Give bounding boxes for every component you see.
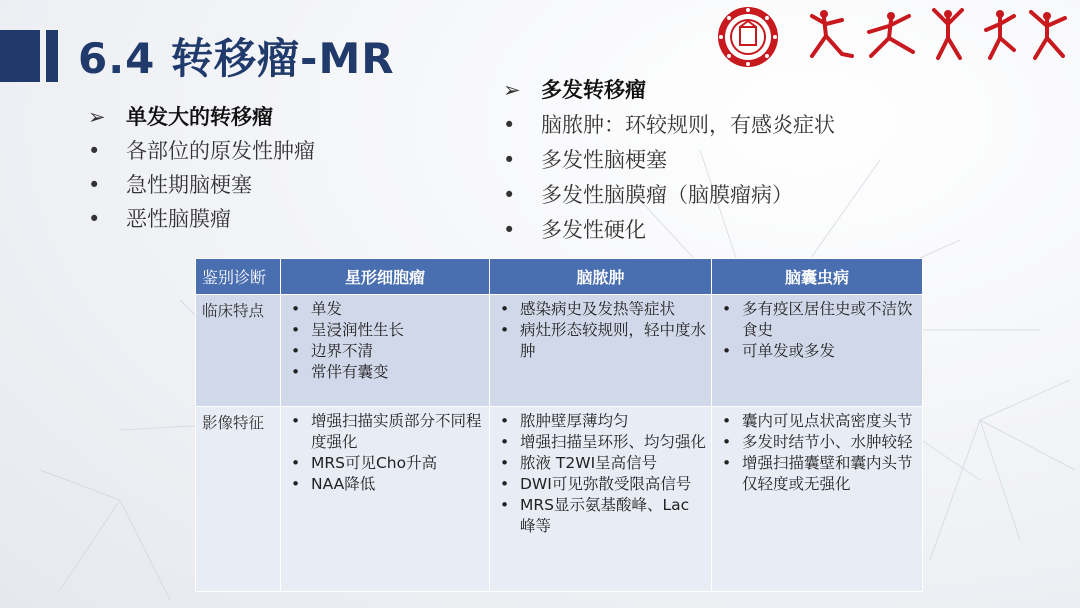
- table-cell: [281, 295, 490, 407]
- bullet-icon: •: [291, 475, 301, 493]
- list-item: • 各部位的原发性肿瘤: [88, 134, 315, 168]
- list-item: [716, 299, 918, 341]
- bullet-icon: •: [88, 173, 101, 197]
- title-accent-bar: [0, 30, 40, 82]
- list-item: • 多发性硬化: [503, 213, 835, 248]
- bullet-icon: •: [500, 475, 510, 493]
- table-cell: [281, 407, 490, 592]
- bullet-icon: •: [722, 412, 732, 430]
- cell-bullet-list: [716, 299, 918, 362]
- bullet-icon: •: [500, 496, 510, 514]
- cell-bullet-list: [494, 411, 707, 537]
- list-item: • 急性期脑梗塞: [88, 168, 315, 202]
- cell-text: DWI可见弥散受限高信号: [520, 475, 692, 493]
- bullet-icon: •: [503, 183, 516, 207]
- single-metastasis-list: [88, 100, 315, 236]
- table-header-cell: 鉴别诊断: [196, 259, 281, 295]
- cell-text: 多有疫区居住史或不洁饮食史: [742, 300, 913, 339]
- bullet-icon: •: [88, 207, 101, 231]
- cell-text: 单发: [311, 300, 343, 318]
- bullet-icon: •: [291, 321, 301, 339]
- table-header-cell: 星形细胞瘤: [281, 259, 490, 295]
- row-label: 影像特征: [196, 407, 281, 592]
- bullet-icon: •: [722, 433, 732, 451]
- cell-text: 感染病史及发热等症状: [520, 300, 676, 318]
- row-label: 临床特点: [196, 295, 281, 407]
- list-item: [285, 411, 485, 453]
- institution-logo: [704, 2, 1080, 72]
- list-item: [494, 432, 707, 453]
- list-item: [285, 362, 485, 383]
- list-item: [494, 299, 707, 320]
- list-item: • 恶性脑膜瘤: [88, 202, 315, 236]
- cell-text: 多发时结节小、水肿较轻: [742, 433, 913, 451]
- table-header-cell: 脑脓肿: [490, 259, 712, 295]
- table-cell: [712, 295, 923, 407]
- cell-text: 脓液 T2WI呈高信号: [520, 454, 658, 472]
- bullet-icon: •: [291, 300, 301, 318]
- title-accent-bar-thin: [46, 30, 58, 82]
- list-heading: ➢ 单发大的转移瘤: [88, 100, 315, 134]
- cell-text: 可单发或多发: [742, 342, 836, 360]
- table-cell: [712, 407, 923, 592]
- cell-bullet-list: [285, 411, 485, 495]
- bullet-icon: •: [500, 412, 510, 430]
- seal-icon: [718, 7, 778, 67]
- bullet-icon: •: [722, 300, 732, 318]
- table-cell: [490, 407, 712, 592]
- table-cell: [490, 295, 712, 407]
- table-header-cell: 脑囊虫病: [712, 259, 923, 295]
- bullet-icon: •: [503, 218, 516, 242]
- list-item: [716, 432, 918, 453]
- cell-text: NAA降低: [311, 475, 376, 493]
- list-item: [285, 341, 485, 362]
- arrow-bullet-icon: ➢: [88, 105, 106, 129]
- list-item: [494, 453, 707, 474]
- bullet-icon: •: [500, 300, 510, 318]
- list-item: [494, 411, 707, 432]
- list-item: [285, 299, 485, 320]
- table-row: [196, 295, 923, 407]
- bullet-icon: •: [291, 454, 301, 472]
- list-item: [285, 320, 485, 341]
- list-item: [716, 453, 918, 495]
- bullet-icon: •: [88, 139, 101, 163]
- cell-bullet-list: [285, 299, 485, 383]
- cell-bullet-list: [716, 411, 918, 495]
- table-header-row: [196, 259, 923, 295]
- bullet-icon: •: [503, 148, 516, 172]
- cell-text: 囊内可见点状高密度头节: [742, 412, 913, 430]
- multiple-metastasis-list: [503, 73, 835, 248]
- list-item: [285, 474, 485, 495]
- cell-text: 增强扫描实质部分不同程度强化: [311, 412, 482, 451]
- list-heading: ➢ 多发转移瘤: [503, 73, 835, 108]
- cell-text: 呈浸润性生长: [311, 321, 405, 339]
- bullet-icon: •: [291, 412, 301, 430]
- table-row: [196, 407, 923, 592]
- cell-text: 边界不清: [311, 342, 374, 360]
- list-item: • 多发性脑梗塞: [503, 143, 835, 178]
- list-item: [494, 495, 707, 537]
- list-item: • 脑脓肿：环较规则，有感炎症状: [503, 108, 835, 143]
- list-item: [494, 320, 707, 362]
- bullet-icon: •: [500, 454, 510, 472]
- cell-text: 常伴有囊变: [311, 363, 389, 381]
- arrow-bullet-icon: ➢: [503, 78, 521, 102]
- bullet-icon: •: [291, 363, 301, 381]
- list-item: [716, 411, 918, 432]
- cell-text: 增强扫描呈环形、均匀强化: [520, 433, 707, 451]
- bullet-icon: •: [291, 342, 301, 360]
- cell-text: MRS可见Cho升高: [311, 454, 438, 472]
- bullet-icon: •: [500, 321, 510, 339]
- bullet-icon: •: [500, 433, 510, 451]
- list-item: • 多发性脑膜瘤（脑膜瘤病）: [503, 178, 835, 213]
- page-title: 6.4 转移瘤-MR: [78, 34, 395, 83]
- dancing-figures-icon: [812, 10, 1065, 58]
- list-item: [494, 474, 707, 495]
- bullet-icon: •: [722, 454, 732, 472]
- differential-diagnosis-table: [195, 258, 923, 592]
- cell-text: MRS显示氨基酸峰、Lac 峰等: [520, 496, 690, 535]
- list-item: [716, 341, 918, 362]
- cell-text: 增强扫描囊壁和囊内头节仅轻度或无强化: [742, 454, 913, 493]
- cell-text: 病灶形态较规则，轻中度水肿: [520, 321, 707, 360]
- cell-text: 脓肿壁厚薄均匀: [520, 412, 629, 430]
- cell-bullet-list: [494, 299, 707, 362]
- bullet-icon: •: [503, 113, 516, 137]
- list-item: [285, 453, 485, 474]
- bullet-icon: •: [722, 342, 732, 360]
